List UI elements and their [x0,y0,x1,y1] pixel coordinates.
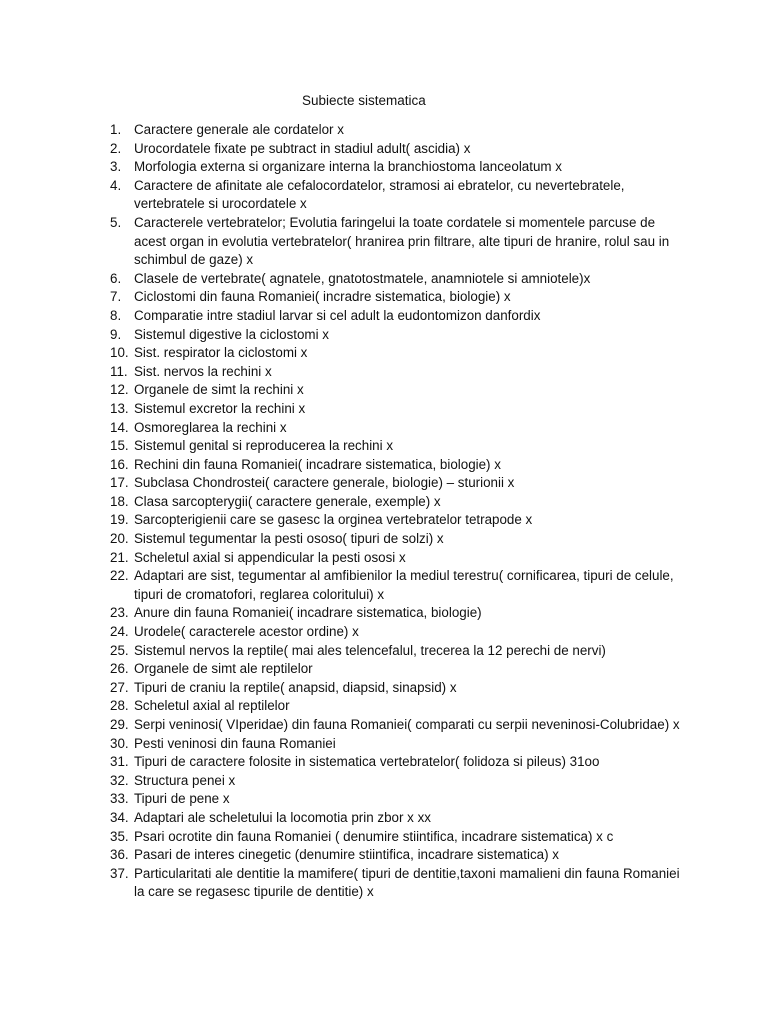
list-item-number: 7. [110,289,122,305]
list-item-number: 29. [110,717,129,732]
list-item-number: 26. [110,661,129,677]
list-item-number: 2. [110,140,122,156]
list-item-number: 14. [110,419,129,435]
list-item-text: Organele de simt ale reptilelor [134,661,313,677]
list-item [0,140,768,159]
list-item [0,326,768,345]
list-item-text: Pesti veninosi din fauna Romaniei [134,735,336,751]
list-item [0,456,768,475]
list-item-text: Tipuri de pene x [134,791,230,807]
list-item-number: 32. [110,772,129,788]
list-item-number: 35. [110,828,129,844]
list-item [0,660,768,679]
document-title: Subiecte sistematica [302,93,426,108]
list-item-number: 20. [110,531,129,547]
list-item-number: 5. [110,214,122,230]
list-item-number: 12. [110,382,129,398]
list-item-number: 22. [110,568,129,584]
list-item-number: 6. [110,270,122,286]
list-item-number: 37. [110,865,129,881]
list-item-number: 21. [110,549,129,565]
list-item [0,642,768,661]
list-item-number: 8. [110,307,122,323]
list-item-text: Clasa sarcopterygii( caractere generale, exemple) x [134,493,441,509]
list-item [0,567,768,604]
list-item [0,381,768,400]
list-item-text: Scheletul axial al reptilelor [134,698,290,714]
list-item-number: 13. [110,400,129,416]
list-item-text: Urodele( caracterele acestor ordine) x [134,624,359,640]
list-item-text: Organele de simt la rechini x [134,382,304,398]
list-item-text: Tipuri de caractere folosite in sistematica vertebratelor( folidoza si pileus) 31oo [134,754,600,770]
list-item [0,753,768,772]
list-item [0,158,768,177]
list-item [0,828,768,847]
list-item-text: Sistemul tegumentar la pesti ososo( tipuri de solzi) x [134,531,444,547]
list-item-text: Adaptari ale scheletului la locomotia prin zbor x xx [134,809,431,825]
list-item-text: Subclasa Chondrostei( caractere generale, biologie) – sturionii x [134,475,515,491]
list-item [0,344,768,363]
list-item [0,511,768,530]
list-item [0,530,768,549]
list-item [0,735,768,754]
list-item-number: 24. [110,624,129,640]
list-item [0,214,768,270]
list-item [0,623,768,642]
list-item-number: 30. [110,735,129,751]
list-item-number: 25. [110,642,129,658]
list-item [0,177,768,214]
list-item-text: Osmoreglarea la rechini x [134,419,287,435]
list-item-text: Sistemul genital si reproducerea la rechini x [134,438,394,454]
list-item-number: 19. [110,512,129,528]
list-item-number: 17. [110,475,129,491]
list-item [0,790,768,809]
list-item-number: 11. [110,363,128,379]
list-item-text: Urocordatele fixate pe subtract in stadiul adult( ascidia) x [134,140,471,156]
list-item [0,865,768,902]
list-item-text: Serpi veninosi( VIperidae) din fauna Romaniei( comparati cu serpii neveninosi-Colubridae) x [134,717,680,732]
list-item-number: 16. [110,456,129,472]
list-item [0,121,768,140]
list-item [0,307,768,326]
list-item-text: Sistemul digestive la ciclostomi x [134,326,329,342]
list-item-number: 9. [110,326,122,342]
list-item-text: Scheletul axial si appendicular la pesti ososi x [134,549,406,565]
list-item [0,549,768,568]
list-item [0,809,768,828]
list-item-text: Sarcopterigienii care se gasesc la orginea vertebratelor tetrapode x [134,512,533,528]
list-item-text: Pasari de interes cinegetic (denumire stiintifica, incadrare sistematica) x [134,847,559,863]
list-item [0,846,768,865]
list-item-text: Ciclostomi din fauna Romaniei( incradre sistematica, biologie) x [134,289,511,305]
list-item [0,270,768,289]
list-item-number: 33. [110,791,129,807]
topic-list [0,121,768,902]
list-item-number: 34. [110,809,129,825]
list-item-text: Psari ocrotite din fauna Romaniei ( denumire stiintifica, incadrare sistematica) x c [134,828,614,844]
list-item [0,697,768,716]
list-item-text: Adaptari are sist, tegumentar al amfibienilor la mediul terestru( cornificarea, tipuri de celule, tipuri de cromatofori, reglarea coloritului) x [134,568,674,602]
list-item [0,716,768,735]
list-item [0,604,768,623]
list-item-text: Caracterele vertebratelor; Evolutia faringelui la toate cordatele si momentele parcuse de acest organ in evolutia vertebratelor( hranirea prin filtrare, alte tipuri de hranire, rolul sau in schimbul de gaze) x [134,214,670,268]
list-item-text: Tipuri de craniu la reptile( anapsid, diapsid, sinapsid) x [134,679,457,695]
list-item-number: 1. [110,122,122,137]
list-item-number: 18. [110,493,129,509]
list-item-number: 31. [110,754,129,770]
list-item-text: Caractere de afinitate ale cefalocordatelor, stramosi ai ebratelor, cu nevertebratele, vertebratele si urocordatele x [134,177,625,212]
list-item [0,772,768,791]
list-item [0,419,768,438]
list-item-text: Rechini din fauna Romaniei( incadrare sistematica, biologie) x [134,456,501,472]
list-item [0,437,768,456]
list-item [0,363,768,382]
list-item [0,493,768,512]
list-item [0,400,768,419]
list-item-text: Structura penei x [134,772,236,788]
list-item-number: 36. [110,847,129,863]
list-item-number: 10. [110,345,129,361]
list-item-number: 28. [110,698,129,714]
list-item-number: 27. [110,679,129,695]
list-item-text: Morfologia externa si organizare interna la branchiostoma lanceolatum x [134,159,562,175]
list-item [0,288,768,307]
list-item-number: 15. [110,438,129,454]
list-item [0,679,768,698]
list-item-text: Particularitati ale dentitie la mamifere( tipuri de dentitie,taxoni mamalieni din fauna Romaniei la care se regasesc tipurile de dentitie) x [134,865,680,900]
list-item-text: Caractere generale ale cordatelor x [134,122,344,137]
list-item-text: Sist. respirator la ciclostomi x [134,345,308,361]
list-item-number: 23. [110,605,129,621]
list-item-number: 4. [110,177,122,193]
list-item-text: Sist. nervos la rechini x [134,363,272,379]
list-item-text: Comparatie intre stadiul larvar si cel adult la eudontomizon danfordix [134,307,541,323]
list-item-text: Clasele de vertebrate( agnatele, gnatotostmatele, anamniotele si amniotele)x [134,270,591,286]
list-item-text: Sistemul nervos la reptile( mai ales telencefalul, trecerea la 12 perechi de nervi) [134,642,606,658]
list-item-text: Anure din fauna Romaniei( incadrare sistematica, biologie) [134,605,482,621]
list-item-text: Sistemul excretor la rechini x [134,400,306,416]
list-item-number: 3. [110,159,122,175]
list-item [0,474,768,493]
